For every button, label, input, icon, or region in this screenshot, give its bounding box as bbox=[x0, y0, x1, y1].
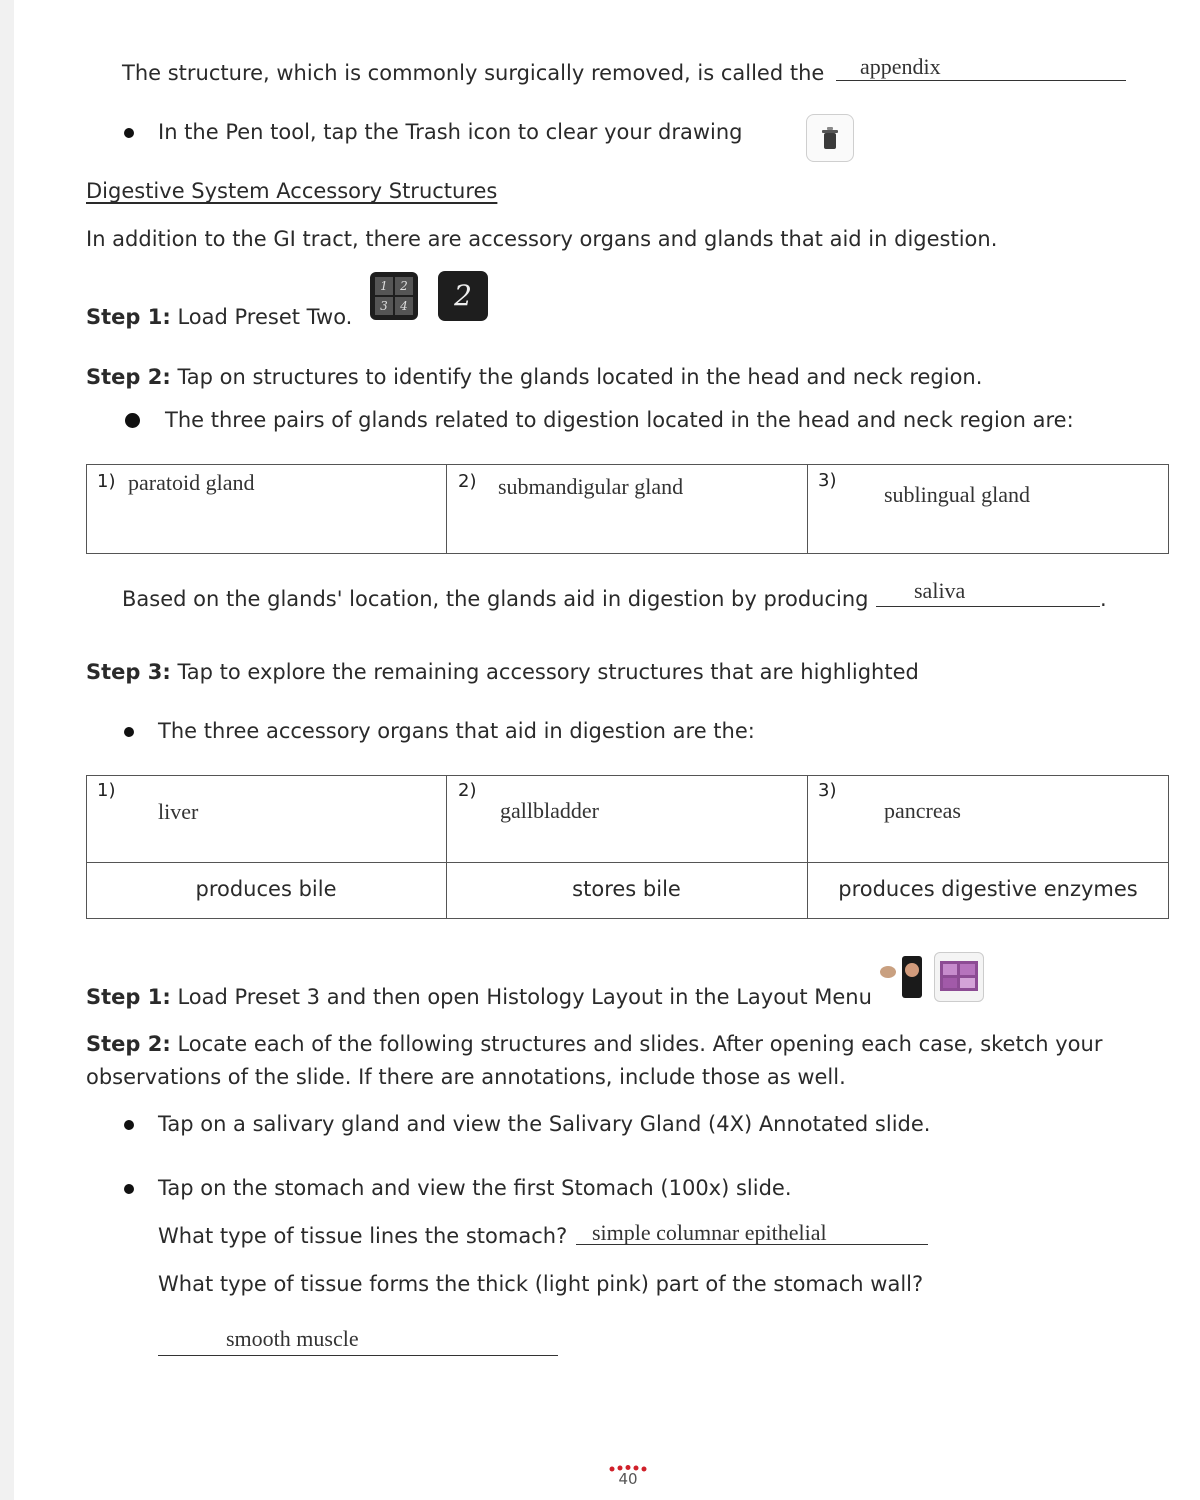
organs-prompt: The three accessory organs that aid in digestion are the: bbox=[158, 719, 755, 743]
organ-function: produces bile bbox=[195, 877, 337, 901]
appendix-answer: appendix bbox=[860, 54, 941, 79]
stomach-wall-answer: smooth muscle bbox=[226, 1326, 359, 1351]
step2-label: Step 2: bbox=[86, 365, 171, 389]
preset-grid-cell: 4 bbox=[395, 297, 413, 315]
glands-prompt: The three pairs of glands related to digestion located in the head and neck region are: bbox=[165, 408, 1074, 432]
step2-line bbox=[86, 364, 982, 390]
histology-step1-label: Step 1: bbox=[86, 985, 171, 1009]
producing-question: Based on the glands' location, the glands aid in digestion by producing bbox=[122, 587, 869, 611]
bullet-dot bbox=[124, 1184, 134, 1194]
table-divider bbox=[807, 464, 808, 554]
section-heading: Digestive System Accessory Structures bbox=[86, 179, 498, 203]
step3-text: Tap to explore the remaining accessory structures that are highlighted bbox=[177, 660, 919, 684]
bullet-dot bbox=[125, 413, 140, 428]
trash-icon[interactable] bbox=[806, 114, 854, 162]
stomach-lining-question: What type of tissue lines the stomach? bbox=[158, 1224, 568, 1248]
page-number: 40 bbox=[618, 1470, 638, 1488]
step1-line bbox=[86, 304, 352, 330]
gland-number: 2) bbox=[458, 471, 477, 492]
producing-answer: saliva bbox=[914, 578, 966, 603]
stomach-wall-question: What type of tissue forms the thick (light pink) part of the stomach wall? bbox=[158, 1272, 924, 1296]
bullet-dot bbox=[124, 128, 134, 138]
step1-label: Step 1: bbox=[86, 305, 171, 329]
organ-number: 3) bbox=[818, 780, 837, 801]
producing-answer-line bbox=[876, 606, 1100, 607]
histology-step1-line bbox=[86, 984, 872, 1010]
period: . bbox=[1100, 587, 1107, 611]
stomach-lining-answer: simple columnar epithelial bbox=[592, 1220, 827, 1245]
section-description: In addition to the GI tract, there are accessory organs and glands that aid in digestion. bbox=[86, 227, 998, 251]
histology-step2-text-continued: observations of the slide. If there are annotations, include those as well. bbox=[86, 1065, 846, 1089]
gland-answer: sublingual gland bbox=[884, 482, 1031, 507]
trash-instruction: In the Pen tool, tap the Trash icon to clear your drawing bbox=[158, 120, 743, 144]
organ-answer: liver bbox=[158, 799, 199, 824]
bullet-dot bbox=[124, 727, 134, 737]
organ-answer: pancreas bbox=[884, 798, 961, 823]
stomach-wall-answer-line bbox=[158, 1355, 558, 1356]
gland-number: 1) bbox=[97, 471, 116, 492]
organ-answer: gallbladder bbox=[500, 798, 599, 823]
gland-number: 3) bbox=[818, 470, 837, 491]
step1-text: Load Preset Two. bbox=[177, 305, 353, 329]
stomach-instruction: Tap on the stomach and view the first Stomach (100x) slide. bbox=[158, 1176, 792, 1200]
layout-menu-icon[interactable] bbox=[876, 954, 928, 1000]
preset-grid-cell: 3 bbox=[375, 297, 393, 315]
stomach-lining-answer-line bbox=[576, 1244, 928, 1245]
organ-number: 1) bbox=[97, 780, 116, 801]
organ-function: produces digestive enzymes bbox=[838, 877, 1138, 901]
preset-grid-cell: 2 bbox=[395, 277, 413, 295]
step3-label: Step 3: bbox=[86, 660, 171, 684]
preset-grid-cell: 1 bbox=[375, 277, 393, 295]
table-row-divider bbox=[86, 862, 1169, 863]
preset-grid-icon[interactable] bbox=[370, 272, 418, 320]
histology-layout-icon[interactable] bbox=[934, 952, 984, 1002]
preset-two-button[interactable]: 2 bbox=[438, 271, 488, 321]
histology-step2-line bbox=[86, 1031, 1102, 1057]
bullet-dot bbox=[124, 1120, 134, 1130]
left-margin-strip bbox=[0, 0, 14, 1500]
step2-text: Tap on structures to identify the glands located in the head and neck region. bbox=[177, 365, 983, 389]
appendix-answer-line bbox=[836, 80, 1126, 81]
gland-answer: submandigular gland bbox=[498, 474, 684, 499]
organ-number: 2) bbox=[458, 780, 477, 801]
histology-step2-text: Locate each of the following structures and slides. After opening each case, sketch your bbox=[177, 1032, 1103, 1056]
appendix-question: The structure, which is commonly surgically removed, is called the bbox=[122, 61, 825, 85]
salivary-instruction: Tap on a salivary gland and view the Salivary Gland (4X) Annotated slide. bbox=[158, 1112, 931, 1136]
step3-line bbox=[86, 659, 919, 685]
organ-function: stores bile bbox=[572, 877, 681, 901]
histology-step2-label: Step 2: bbox=[86, 1032, 171, 1056]
page-dots-icon bbox=[606, 1459, 650, 1469]
table-divider bbox=[446, 464, 447, 554]
histology-step1-text: Load Preset 3 and then open Histology Layout in the Layout Menu bbox=[177, 985, 872, 1009]
gland-answer: paratoid gland bbox=[128, 470, 255, 495]
